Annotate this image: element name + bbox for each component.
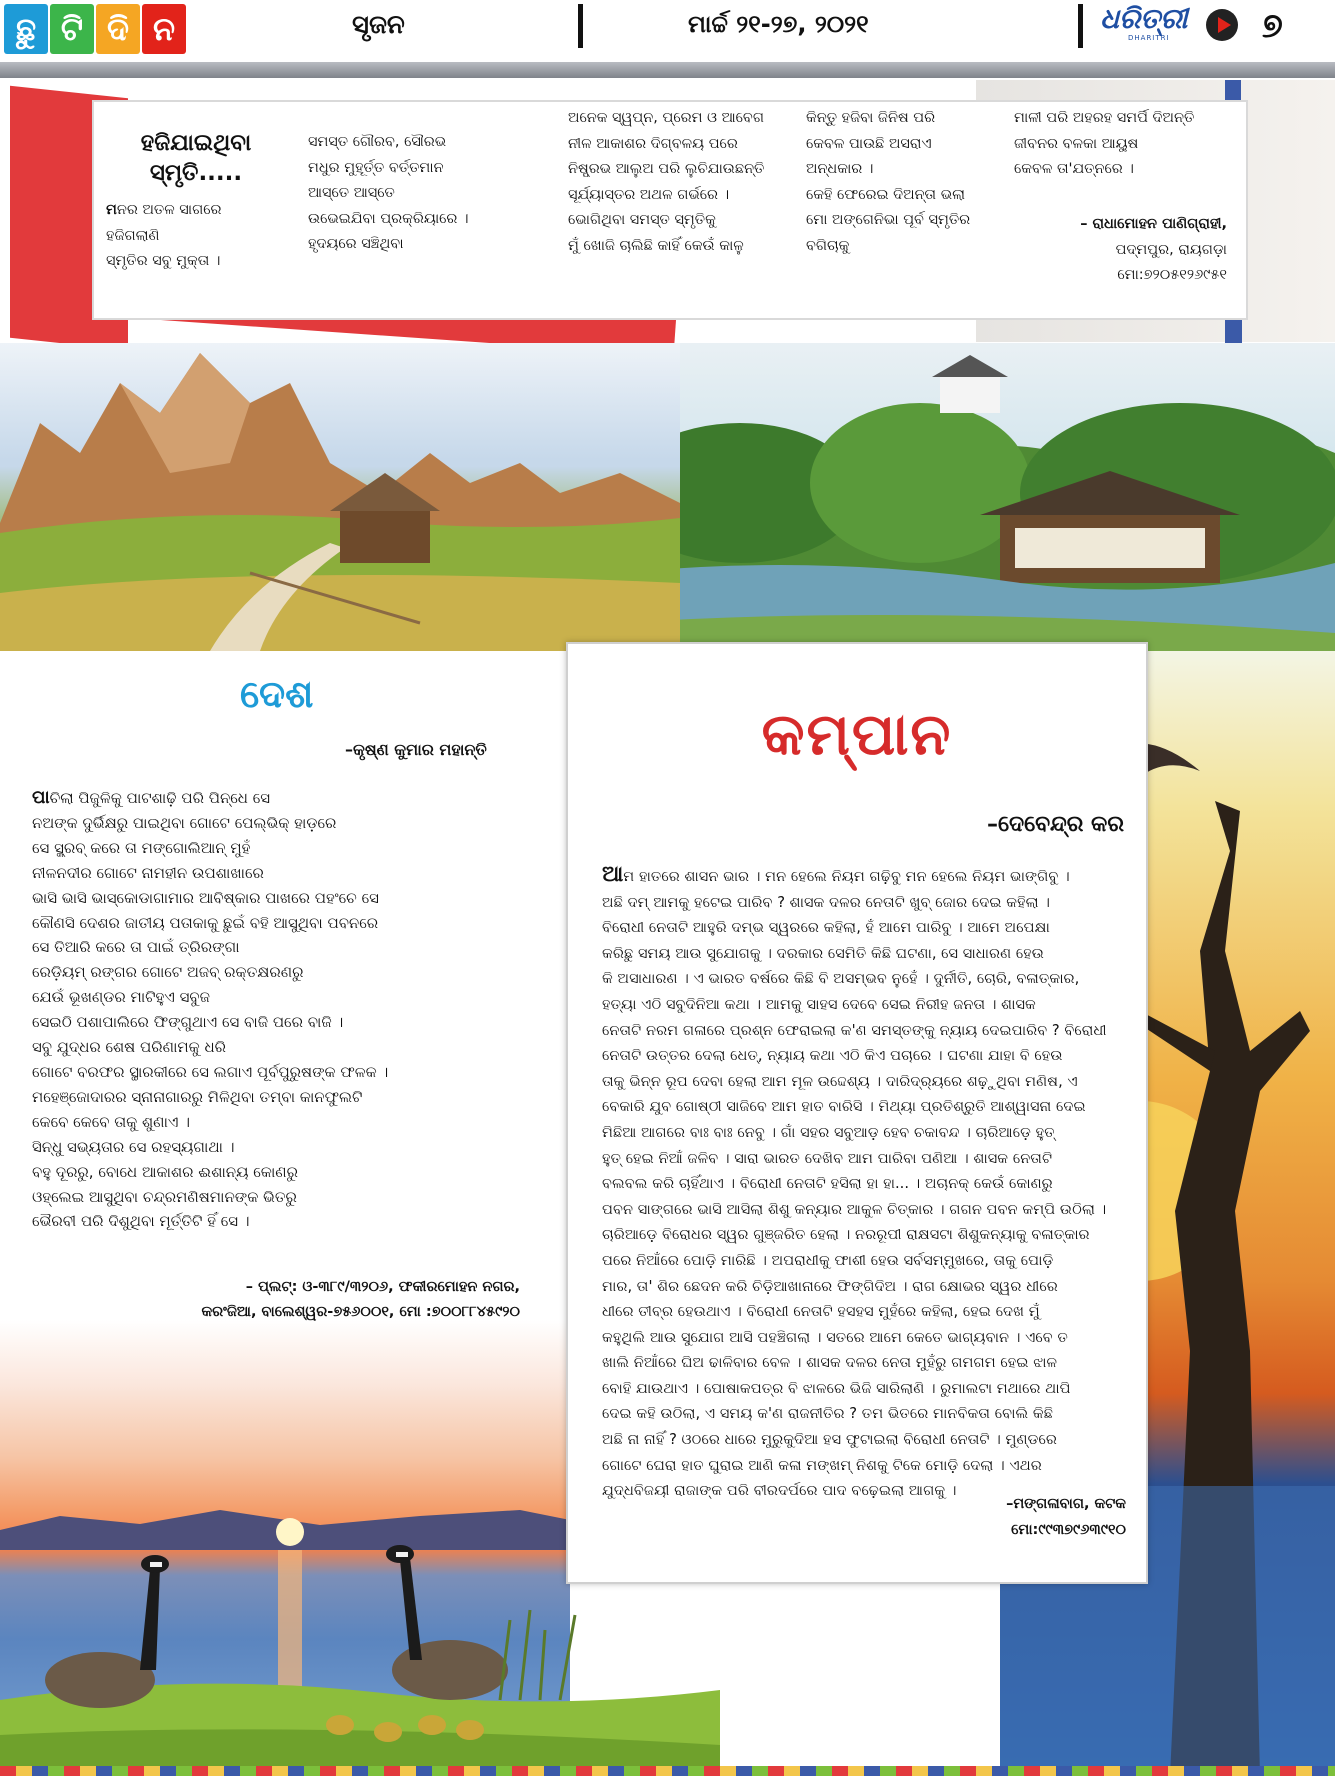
- poem-author: – ରାଧାମୋହନ ପାଣିଗ୍ରାହୀ,: [1080, 216, 1227, 232]
- newspaper-logo-subtext: DHARITRI: [1128, 34, 1170, 42]
- poem-line: ନୀଳ ଆକାଶର ଦିଗ୍‌ବଳୟ ପରେ: [568, 135, 738, 152]
- text-line-content: ନେତାଟି ନରମ ଗଳାରେ ପ୍ରଶ୍ନ ଫେରାଇଲା କ'ଣ ସମସ୍ତଙ୍କୁ ନ୍ୟାୟ ଦେଇପାରିବ ? ବିରୋଧୀ: [602, 1021, 1107, 1039]
- poem-line: ହଜିଗଲାଣି: [106, 227, 160, 244]
- text-line-content: ଖାଲି ନିଆଁରେ ଘିଅ ଢାଳିବାର ବେଳ । ଶାସକ ଦଳର ନେତା ମୁହଁରୁ ଗମଗମ ହେଇ ଝାଳ: [602, 1354, 1058, 1372]
- text-line-content: ନୀଳନଦୀର ଗୋଟେ ନାମହୀନ ଉପଶାଖାରେ: [32, 863, 264, 882]
- text-line-content: ମହେଞ୍ଜୋଦାରର ସ୍ନାନାଗାରରୁ ମିଳିଥିବା ତମ୍ବା କାନଫୁଲଟି: [32, 1087, 363, 1106]
- poem-line: ମାଳୀ ପରି ଅହରହ ସମର୍ପି ଦିଅନ୍ତି: [1014, 110, 1195, 126]
- poem-column: [1014, 106, 1194, 183]
- text-line-content: ବେକାରି ଯୁବ ଗୋଷ୍ଠୀ ସାଜିବେ ଆମ ହାତ ବାରିସି । ମିଥ୍ୟା ପ୍ରତିଶ୍ରୁତି ଆଶ୍ୱାସନା ଦେଇ: [602, 1098, 1086, 1116]
- poem-line: ଭୋଗିଥିବା ସମସ୍ତ ସ୍ମୃତିକୁ: [568, 212, 716, 228]
- story-box: [566, 642, 1148, 1584]
- text-line-content: ହତ୍ୟା ଏଠି ସବୁଦିନିଆ କଥା । ଆମକୁ ସାହସ ଦେବେ ସେଇ ନିରୀହ ଜନତା । ଶାସକ: [602, 995, 1036, 1013]
- text-line-content: ମିଛିଆ ଆଗରେ ବାଃ ବାଃ ନେବୁ । ଗାଁ ସହର ସବୁଆଡ଼ ହେବ ଚକାବନ୍ଦ । ଚାରିଆଡ଼େ ହୁତ୍: [602, 1123, 1055, 1141]
- text-line-content: ବହୁ ଦୂରରୁ, ବୋଧେ ଆକାଶର ଈଶାନ୍ୟ କୋଣରୁ: [32, 1162, 299, 1181]
- text-line-content: ପରେ ନିଆଁରେ ପୋଡ଼ି ମାରିଛି । ଅପରାଧୀକୁ ଫାଶୀ ହେଉ ସର୍ବସମ୍ମୁଖରେ, ତାକୁ ପୋଡ଼ି: [602, 1251, 1054, 1269]
- text-line-content: ଓହ୍ଲେଇ ଆସୁଥିବା ଚନ୍ଦ୍ରମଣିଷମାନଙ୍କ ଭିତରୁ: [32, 1187, 297, 1206]
- play-icon: [1206, 9, 1238, 41]
- text-line-content: ନେତାଟି ଉତ୍ତର ଦେଲା ଧେତ୍, ନ୍ୟାୟ କଥା ଏଠି କିଏ ପଚାରେ । ଘଟଣା ଯାହା ବି ହେଉ: [602, 1047, 1063, 1065]
- text-line: [32, 886, 502, 911]
- poem-line: କେହି ଫେରେଇ ଦିଅନ୍ତା ଭଲା: [806, 186, 965, 203]
- text-line-content: ନଅଙ୍କ ଦୁର୍ଭିକ୍ଷରୁ ପାଇଥିବା ଗୋଟେ ପେଲ୍‌ଭିକ୍ ହାଡ଼ରେ: [32, 813, 337, 832]
- poem-column: [308, 130, 469, 258]
- text-line-content: ହୁତ୍ ହେଇ ନିଆଁ ଜଳିବ । ସାରା ଭାରତ ଦେଖିବ ଆମ ପାରିବା ପଣିଆ । ଶାସକ ନେତାଟି: [602, 1149, 1053, 1167]
- text-line: [602, 1401, 1120, 1427]
- poem-line: କେବଳ ପାଉଛି ଅସରାଏ: [806, 135, 932, 152]
- text-line: [602, 941, 1120, 967]
- goose-right: [386, 1545, 508, 1700]
- text-line-content: ପବନ ସାଙ୍ଗରେ ଭାସି ଆସିଲା ଶିଶୁ କନ୍ୟାର ଆକୁଳ ଚିତ୍କାର । ଗଗନ ପବନ କମ୍ପି ଉଠିଲା ।: [602, 1200, 1107, 1218]
- newspaper-logo: [1100, 4, 1187, 42]
- poem-line: ମୁଁ ଖୋଜି ଚାଲିଛି କାହିଁ କେଉଁ କାଳୁ: [568, 237, 744, 254]
- story-author: –ଦେବେନ୍ଦ୍ର କର: [986, 812, 1124, 837]
- text-line-content: ଅଛି ନା ନାହିଁ ? ଓଠରେ ଧାରେ ମୁରୁକୁଦିଆ ହସ ଫୁଟାଇଲା ବିରୋଧୀ ନେତାଟି । ମୁଣ୍ଡରେ: [602, 1431, 1058, 1449]
- text-line: [32, 1185, 502, 1210]
- text-line: [602, 1018, 1120, 1044]
- text-line: [602, 966, 1120, 992]
- poem-title: ଦେଶ: [240, 672, 314, 716]
- text-line: [602, 1146, 1120, 1172]
- poem-title: [116, 128, 276, 188]
- poem-body: [32, 786, 502, 1234]
- poem-author-phone: ମୋ:୭୨୦୫୧୨୬୯୫୧: [1117, 267, 1227, 283]
- poem-line: ମଧୁର ମୁହୂର୍ତ୍ତ ବର୍ତ୍ତମାନ: [308, 159, 444, 176]
- story-place: –ମଙ୍ଗଳାବାଗ, କଟକ: [1006, 1496, 1126, 1512]
- text-line: [32, 960, 502, 985]
- text-line-content: ମ ହାତରେ ଶାସନ ଭାର । ମନ ହେଲେ ନିୟମ ଗଢ଼ିବୁ ମନ ହେଲେ ନିୟମ ଭାଙ୍ଗିବୁ ।: [623, 868, 1070, 885]
- text-line-content: ଭାସି ଭାସି ଭାସ୍କୋଡାଗାମାର ଆବିଷ୍କାର ପାଖରେ ପହଂଚେ ସେ: [32, 888, 379, 907]
- poem-line: ନିଷ୍ପ୍ରଭ ଆଲୁଅ ପରି ଲୁଚିଯାଉଛନ୍ତି: [568, 161, 765, 177]
- brand-letter: ଟି: [50, 4, 94, 54]
- poem-line: ଅନ୍ଧକାର ।: [806, 161, 874, 177]
- poem-byline: [1014, 212, 1227, 289]
- text-line: [32, 1110, 502, 1135]
- poem-line: ସମସ୍ତ ଗୌରବ, ସୌରଭ: [308, 134, 447, 150]
- text-line-content: ଦେଇ କହି ଉଠିଲା, ଏ ସମୟ କ'ଣ ରାଜନୀତିର ? ତମ ଭିତରେ ମାନବିକତା ବୋଲି କିଛି: [602, 1405, 1054, 1423]
- poem-column: [106, 198, 221, 275]
- text-line-content: ସେଇଠି ପଶାପାଲିରେ ଫିଙ୍ଗୁଥାଏ ସେ ବାଜି ପରେ ବାଜି ।: [32, 1013, 344, 1032]
- text-line: [32, 911, 502, 936]
- poem-line: କେବଳ ତା'ଯତ୍ନରେ ।: [1014, 161, 1134, 177]
- text-line: [602, 1248, 1120, 1274]
- text-line: [602, 1094, 1120, 1120]
- text-line: [32, 1160, 502, 1185]
- poem-byline: [80, 1275, 520, 1325]
- brand-letter: ଛୁ: [4, 4, 48, 54]
- text-line-content: ଗୋଟେ ଘେରା ହାତ ଘୁରାଇ ଆଣି କଳା ମଙ୍ଖମ୍ ନିଶକୁ ଟିକେ ମୋଡ଼ି ଦେଲା । ଏଥର: [602, 1456, 1042, 1474]
- text-line-content: ଭୈରବୀ ପରି ଦିଶୁଥିବା ମୂର୍ତ୍ତିଟି ହିଁ ସେ ।: [32, 1212, 250, 1231]
- text-line: [32, 861, 502, 886]
- text-line: [602, 1453, 1120, 1479]
- text-line: [602, 1069, 1120, 1095]
- text-line: [32, 786, 502, 811]
- poem-line: ହୃଦୟରେ ସଞ୍ଚିଥିବା: [308, 236, 404, 252]
- poem-column: [568, 106, 764, 259]
- brand-letter: ଦି: [96, 4, 140, 54]
- poem-line: ସ୍ମୃତିର ସବୁ ମୁକ୍ତା ।: [106, 253, 221, 269]
- poem-dropcap: ମ: [106, 202, 117, 218]
- text-line: [602, 1427, 1120, 1453]
- text-line: [602, 1299, 1120, 1325]
- header-divider: [578, 4, 583, 48]
- poem-line-text: ନର ଅତଳ ସାଗରେ: [116, 202, 222, 218]
- story-phone: ମୋ:୯୯୩୭୯୬୩୯୧୦: [1011, 1522, 1126, 1538]
- poem-line: ଜୀବନର ବଳକା ଆୟୁଷ: [1014, 135, 1139, 152]
- text-line: [602, 1043, 1120, 1069]
- text-line: [32, 1135, 502, 1160]
- text-line: [32, 985, 502, 1010]
- mountain-photo: [0, 343, 680, 651]
- garden-photo: [620, 343, 1335, 651]
- text-line: [602, 1350, 1120, 1376]
- text-line: [602, 1222, 1120, 1248]
- text-line-content: ବୋହି ଯାଉଥାଏ । ପୋଷାକପତ୍ର ବି ଝାଳରେ ଭିଜି ସାରିଲାଣି । ରୁମାଲଟା ମଥାରେ ଥାପି: [602, 1379, 1071, 1397]
- text-line: [32, 1209, 502, 1234]
- text-line-content: ବଲବଲ କରି ଚାହିଁଥାଏ । ବିରୋଧୀ ନେତାଟି ହସିଲା ହା ହା... । ଅଚାନକ୍ କେଉଁ କୋଣରୁ: [602, 1175, 1053, 1193]
- issue-date: ମାର୍ଚ୍ଚ ୨୧-୨୭, ୨୦୨୧: [688, 10, 869, 38]
- poem-address: କରଂଜିଆ, ବାଲେଶ୍ୱର-୭୫୬୦୦୧, ମୋ :୭୦୦୮୮୪୫୯୨୦: [201, 1304, 520, 1320]
- text-line: [602, 1120, 1120, 1146]
- text-line-content: କି ଅସାଧାରଣ । ଏ ଭାରତ ବର୍ଷରେ କିଛି ବି ଅସମ୍ଭବ ନୁହେଁ । ଦୁର୍ନୀତି, ଚୋରି, ବଳାତ୍କାର,: [602, 970, 1080, 988]
- footer-strip: [0, 1766, 1335, 1776]
- text-line: [602, 890, 1120, 916]
- text-line-content: ଚାରିଆଡ଼େ ବିରୋଧର ସ୍ୱର ଗୁଞ୍ଜରିତ ହେଲା । ନରରୂପୀ ରାକ୍ଷସଟା ଶିଶୁକନ୍ୟାକୁ ବଳାତ୍କାର: [602, 1226, 1090, 1244]
- text-line-content: ସିନ୍ଧୁ ସଭ୍ୟତାର ସେ ରହସ୍ୟଗାଥା ।: [32, 1137, 235, 1156]
- poem-author: –କୃଷ୍ଣ କୁମାର ମହାନ୍ତି: [345, 740, 487, 759]
- poem-line: ଅନେକ ସ୍ୱପ୍ନ, ପ୍ରେମ ଓ ଆବେଗ: [568, 110, 764, 126]
- dropcap: ଆ: [602, 862, 624, 887]
- text-line-content: ଯେଉଁ ଭୂଖଣ୍ଡର ମାଟିହୁଏ ସବୁଜ: [32, 988, 210, 1007]
- poem-title-line: ସ୍ମୃତି.....: [149, 160, 243, 186]
- dropcap: ପା: [32, 787, 50, 808]
- text-line-content: ଗୋଟେ ବରଫର ସ୍ଥାରକୀରେ ସେ ଲଗାଏ ପୂର୍ବପୁରୁଷଙ୍କ ଫଳକ ।: [32, 1062, 389, 1081]
- brand-letter: ନ: [142, 4, 186, 54]
- text-line-content: କରିଛୁ ସମୟ ଆଉ ସୁଯୋଗକୁ । ଦରକାର ସେମିତି କିଛି ଘଟଣା, ସେ ସାଧାରଣ ହେଉ: [602, 944, 1045, 962]
- poem-line: ସୂର୍ଯ୍ୟାସ୍ତର ଅଥଳ ଗର୍ଭରେ ।: [568, 186, 730, 203]
- text-line: [602, 992, 1120, 1018]
- poem-box: [92, 100, 1248, 320]
- story-title: କମ୍ପାନ: [761, 700, 953, 768]
- header-divider: [1078, 4, 1083, 48]
- text-line: [602, 1376, 1120, 1402]
- poem-title-line: ହଜିଯାଇଥିବା: [140, 130, 252, 156]
- text-line-content: ରେଡ଼ିୟମ୍ ରଙ୍ଗର ଗୋଟେ ଅଜବ୍ ରକ୍ତକ୍ଷରଣରୁ: [32, 963, 304, 982]
- poem-column: [806, 106, 970, 259]
- text-line: [32, 1060, 502, 1085]
- supplement-brand: [4, 4, 186, 54]
- poem-line: ଆସ୍ତେ ଆସ୍ତେ: [308, 185, 395, 201]
- newspaper-logo-text: ଧରିତ୍ରୀ: [1100, 2, 1188, 35]
- header-stripe: [0, 62, 1335, 78]
- poem-line: କିନ୍ତୁ ହଜିବା ଜିନିଷ ପରି: [806, 110, 936, 126]
- text-line-content: କୌଣସି ଦେଶର ଜାତୀୟ ପତାକାକୁ ଛୁଇଁ ବହି ଆସୁଥିବା ପବନରେ: [32, 913, 379, 932]
- text-line: [602, 1197, 1120, 1223]
- text-line: [32, 1085, 502, 1110]
- text-line: [32, 811, 502, 836]
- text-line-content: କେବେ କେବେ ତାକୁ ଶୁଣାଏ ।: [32, 1112, 190, 1131]
- text-line-content: ଧୀରେ ତୀବ୍ର ହେଉଥାଏ । ବିରୋଧୀ ନେତାଟି ହସହସ ମୁହଁରେ କହିଲା, ହେଇ ଦେଖ ମୁଁ: [602, 1303, 1040, 1321]
- text-line: [602, 1325, 1120, 1351]
- text-line-content: ସେ ସ୍କ୍ରବ୍ କରେ ତା ମଙ୍ଗୋଲିଆନ୍ ମୁହଁ: [32, 838, 251, 857]
- poem-author-place: ପଦ୍ମପୁର, ରାୟଗଡ଼ା: [1115, 241, 1227, 258]
- poem-line: ମୋ ଅଙ୍ଗେନିଭା ପୂର୍ବ ସ୍ମୃତିର: [806, 212, 971, 228]
- text-line: [602, 1171, 1120, 1197]
- text-line-content: ମାର, ତା' ଶିର ଛେଦନ କରି ଚିଡ଼ିଆଖାନାରେ ଫିଙ୍ଗିଦିଅ । ରାଗ କ୍ଷୋଭର ସ୍ୱର ଧୀରେ: [602, 1277, 1058, 1295]
- text-line: [32, 836, 502, 861]
- text-line-content: କହୁଥିଲି ଆଉ ସୁଯୋଗ ଆସି ପହଞ୍ଚିଗଲା । ସତରେ ଆମେ କେତେ ଭାଗ୍ୟବାନ । ଏବେ ତ: [602, 1328, 1068, 1346]
- text-line-content: ଅଛି ଦମ୍ ଆମକୁ ହଟେଇ ପାରିବ ? ଶାସକ ଦଳର ନେତାଟି ଖୁବ୍ ଜୋର ଦେଇ କହିଲା ।: [602, 893, 1050, 911]
- text-line: [602, 1274, 1120, 1300]
- page-number: ୭: [1262, 6, 1283, 46]
- text-line-content: ସବୁ ଯୁଦ୍ଧର ଶେଷ ପରିଣାମକୁ ଧରି: [32, 1038, 226, 1057]
- section-name: ସୃଜନ: [352, 10, 405, 40]
- text-line: [602, 862, 1120, 890]
- poem-line: [106, 198, 221, 224]
- poem-line: ବଗିଚାକୁ: [806, 237, 850, 254]
- text-line-content: ଯୁଦ୍ଧବିଜୟୀ ରାଜାଙ୍କ ପରି ବୀରଦର୍ପରେ ପାଦ ବଢ଼େଇଲା ଆଗକୁ ।: [602, 1482, 957, 1500]
- text-line-content: ବିରୋଧୀ ନେତାଟି ଆହୁରି ଦମ୍ଭ ସ୍ୱରରେ କହିଲା, ହଁ ଆମେ ପାରିବୁ । ଆମେ ଅପେକ୍ଷା: [602, 919, 1050, 937]
- poem-address: – ପ୍ଲଟ୍: ଓ-୩୮୯/୩୨୦୬, ଫକୀରମୋହନ ନଗର,: [245, 1279, 520, 1295]
- text-line: [32, 1010, 502, 1035]
- text-line-content: ସେ ତିଆରି କରେ ତା ପାଇଁ ତ୍ରିରଙ୍ଗା: [32, 938, 240, 957]
- story-body: [602, 862, 1120, 1504]
- page-header: [0, 0, 1335, 62]
- text-line-content: ତାକୁ ଭିନ୍ନ ରୂପ ଦେବା ହେଲା ଆମ ମୂଳ ଉଦ୍ଦେଶ୍ୟ । ଦାରିଦ୍ର୍ୟରେ ଶଢ଼ୁଥିବା ମଣିଷ, ଏ: [602, 1072, 1078, 1090]
- text-line: [32, 935, 502, 960]
- text-line: [32, 1035, 502, 1060]
- goose-left: [45, 1555, 169, 1708]
- text-line: [602, 915, 1120, 941]
- text-line-content: ଚିଲା ପିଜୁଳିକୁ ପାଟଶାଢ଼ି ପରି ପିନ୍ଧେ ସେ: [49, 789, 271, 807]
- poem-line: ଉଭେଇଯିବା ପ୍ରକ୍ରିୟାରେ ।: [308, 210, 469, 227]
